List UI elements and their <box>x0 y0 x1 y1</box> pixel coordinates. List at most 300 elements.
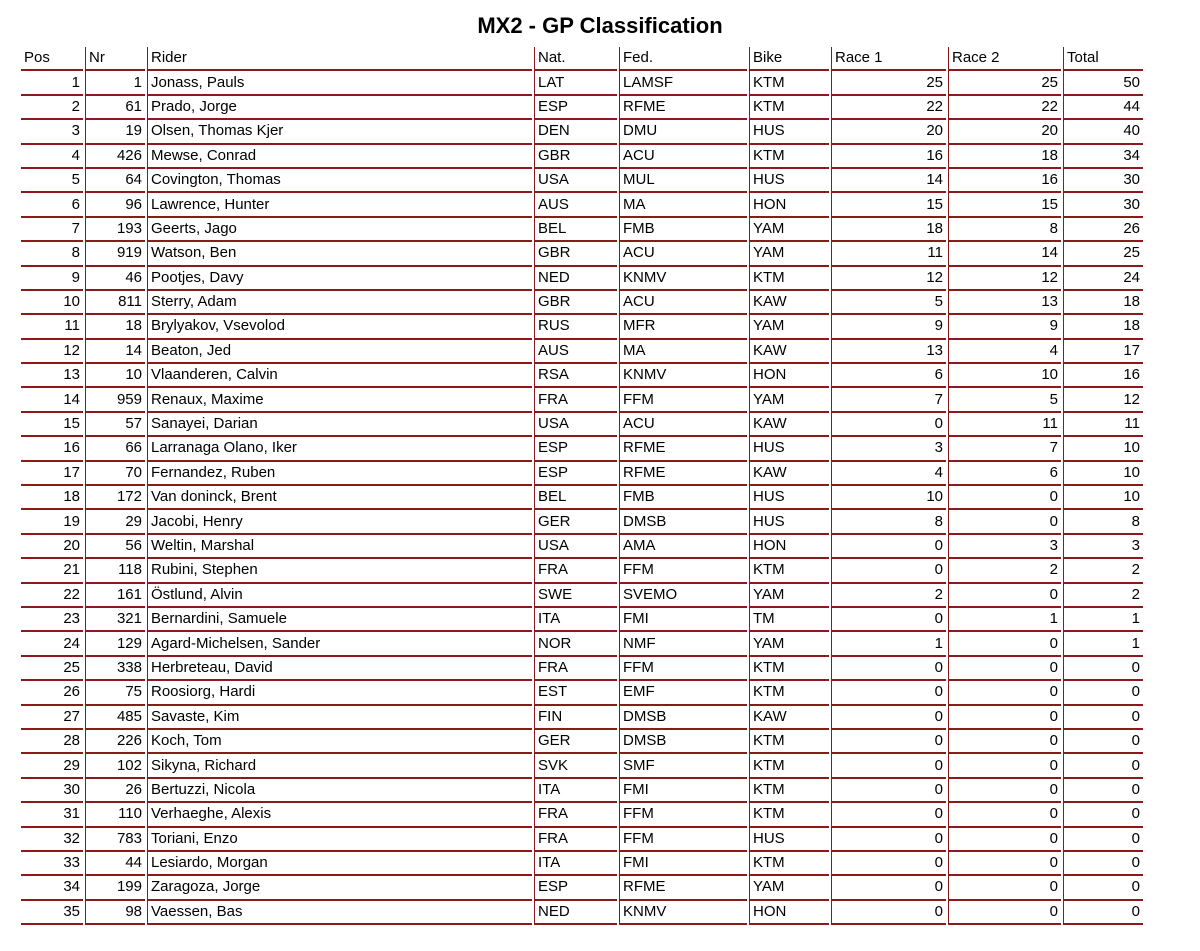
total-cell: 10 <box>1063 462 1143 486</box>
pos-cell: 1 <box>21 71 83 95</box>
pos-cell: 27 <box>21 706 83 730</box>
bike-cell: HON <box>749 364 829 388</box>
race1-cell: 0 <box>831 852 946 876</box>
race2-cell: 9 <box>948 315 1061 339</box>
race2-cell: 8 <box>948 218 1061 242</box>
nr-cell: 193 <box>85 218 145 242</box>
bike-cell: YAM <box>749 876 829 900</box>
rider-cell: Jacobi, Henry <box>147 510 532 534</box>
nr-cell: 46 <box>85 267 145 291</box>
table-row <box>21 535 1143 559</box>
bike-cell: KAW <box>749 462 829 486</box>
pos-cell: 14 <box>21 388 83 412</box>
nat-cell: BEL <box>534 486 617 510</box>
table-row <box>21 706 1143 730</box>
nat-cell: FRA <box>534 388 617 412</box>
rider-cell: Bernardini, Samuele <box>147 608 532 632</box>
race2-cell: 0 <box>948 681 1061 705</box>
nat-cell: NED <box>534 901 617 925</box>
total-cell: 8 <box>1063 510 1143 534</box>
nat-cell: NED <box>534 267 617 291</box>
nat-cell: FRA <box>534 559 617 583</box>
rider-cell: Larranaga Olano, Iker <box>147 437 532 461</box>
pos-cell: 33 <box>21 852 83 876</box>
header-row <box>21 47 1143 71</box>
bike-cell: KTM <box>749 267 829 291</box>
bike-cell: HON <box>749 901 829 925</box>
pos-cell: 18 <box>21 486 83 510</box>
rider-cell: Watson, Ben <box>147 242 532 266</box>
fed-cell: FMI <box>619 779 747 803</box>
fed-cell: RFME <box>619 96 747 120</box>
race1-cell: 0 <box>831 876 946 900</box>
pos-cell: 35 <box>21 901 83 925</box>
nr-cell: 102 <box>85 754 145 778</box>
race1-cell: 20 <box>831 120 946 144</box>
table-row <box>21 364 1143 388</box>
nr-cell: 485 <box>85 706 145 730</box>
fed-cell: RFME <box>619 876 747 900</box>
nat-cell: GBR <box>534 242 617 266</box>
race1-cell: 7 <box>831 388 946 412</box>
race2-cell: 0 <box>948 632 1061 656</box>
table-row <box>21 657 1143 681</box>
rider-cell: Pootjes, Davy <box>147 267 532 291</box>
fed-cell: EMF <box>619 681 747 705</box>
total-cell: 0 <box>1063 657 1143 681</box>
nat-cell: ESP <box>534 96 617 120</box>
rider-cell: Renaux, Maxime <box>147 388 532 412</box>
pos-cell: 4 <box>21 145 83 169</box>
race1-cell: 11 <box>831 242 946 266</box>
total-cell: 0 <box>1063 730 1143 754</box>
rider-cell: Verhaeghe, Alexis <box>147 803 532 827</box>
total-cell: 0 <box>1063 706 1143 730</box>
bike-cell: KTM <box>749 730 829 754</box>
race1-cell: 15 <box>831 193 946 217</box>
classification-table <box>19 47 1145 925</box>
nr-cell: 811 <box>85 291 145 315</box>
rider-cell: Covington, Thomas <box>147 169 532 193</box>
total-cell: 30 <box>1063 193 1143 217</box>
nr-cell: 110 <box>85 803 145 827</box>
race1-cell: 0 <box>831 901 946 925</box>
rider-cell: Mewse, Conrad <box>147 145 532 169</box>
fed-cell: FFM <box>619 559 747 583</box>
race2-cell: 4 <box>948 340 1061 364</box>
table-row <box>21 462 1143 486</box>
table-row <box>21 315 1143 339</box>
race1-cell: 3 <box>831 437 946 461</box>
pos-cell: 17 <box>21 462 83 486</box>
pos-cell: 20 <box>21 535 83 559</box>
nr-cell: 10 <box>85 364 145 388</box>
nat-cell: AUS <box>534 193 617 217</box>
total-cell: 0 <box>1063 681 1143 705</box>
nr-cell: 26 <box>85 779 145 803</box>
race2-cell: 1 <box>948 608 1061 632</box>
fed-cell: SMF <box>619 754 747 778</box>
race2-cell: 25 <box>948 71 1061 95</box>
table-row <box>21 486 1143 510</box>
pos-cell: 3 <box>21 120 83 144</box>
race2-cell: 0 <box>948 852 1061 876</box>
race2-cell: 2 <box>948 559 1061 583</box>
table-row <box>21 96 1143 120</box>
rider-cell: Toriani, Enzo <box>147 828 532 852</box>
total-cell: 0 <box>1063 754 1143 778</box>
race1-cell: 0 <box>831 706 946 730</box>
fed-cell: DMU <box>619 120 747 144</box>
pos-cell: 31 <box>21 803 83 827</box>
race2-cell: 11 <box>948 413 1061 437</box>
total-cell: 2 <box>1063 559 1143 583</box>
table-row <box>21 584 1143 608</box>
pos-cell: 30 <box>21 779 83 803</box>
nat-cell: ITA <box>534 852 617 876</box>
fed-cell: FFM <box>619 388 747 412</box>
nat-cell: EST <box>534 681 617 705</box>
race2-cell: 20 <box>948 120 1061 144</box>
nr-cell: 338 <box>85 657 145 681</box>
race1-cell: 2 <box>831 584 946 608</box>
table-row <box>21 828 1143 852</box>
rider-cell: Savaste, Kim <box>147 706 532 730</box>
total-cell: 26 <box>1063 218 1143 242</box>
pos-cell: 23 <box>21 608 83 632</box>
fed-cell: FMI <box>619 852 747 876</box>
race1-cell: 9 <box>831 315 946 339</box>
column-header-nat: Nat. <box>534 47 617 71</box>
race2-cell: 13 <box>948 291 1061 315</box>
nr-cell: 75 <box>85 681 145 705</box>
race1-cell: 0 <box>831 608 946 632</box>
fed-cell: FMB <box>619 486 747 510</box>
table-row <box>21 754 1143 778</box>
table-row <box>21 267 1143 291</box>
table-row <box>21 730 1143 754</box>
nr-cell: 426 <box>85 145 145 169</box>
total-cell: 2 <box>1063 584 1143 608</box>
pos-cell: 16 <box>21 437 83 461</box>
fed-cell: FFM <box>619 657 747 681</box>
rider-cell: Lesiardo, Morgan <box>147 852 532 876</box>
pos-cell: 5 <box>21 169 83 193</box>
table-row <box>21 779 1143 803</box>
nr-cell: 199 <box>85 876 145 900</box>
nat-cell: RUS <box>534 315 617 339</box>
bike-cell: HUS <box>749 486 829 510</box>
rider-cell: Fernandez, Ruben <box>147 462 532 486</box>
bike-cell: HUS <box>749 828 829 852</box>
total-cell: 10 <box>1063 437 1143 461</box>
total-cell: 34 <box>1063 145 1143 169</box>
table-row <box>21 291 1143 315</box>
nat-cell: ITA <box>534 608 617 632</box>
nat-cell: AUS <box>534 340 617 364</box>
nat-cell: NOR <box>534 632 617 656</box>
nr-cell: 96 <box>85 193 145 217</box>
pos-cell: 32 <box>21 828 83 852</box>
bike-cell: YAM <box>749 315 829 339</box>
table-row <box>21 876 1143 900</box>
pos-cell: 28 <box>21 730 83 754</box>
race2-cell: 0 <box>948 657 1061 681</box>
total-cell: 17 <box>1063 340 1143 364</box>
rider-cell: Sikyna, Richard <box>147 754 532 778</box>
pos-cell: 21 <box>21 559 83 583</box>
race1-cell: 0 <box>831 559 946 583</box>
rider-cell: Beaton, Jed <box>147 340 532 364</box>
race1-cell: 16 <box>831 145 946 169</box>
column-header-bike: Bike <box>749 47 829 71</box>
nr-cell: 118 <box>85 559 145 583</box>
race1-cell: 12 <box>831 267 946 291</box>
nat-cell: BEL <box>534 218 617 242</box>
bike-cell: YAM <box>749 242 829 266</box>
nr-cell: 161 <box>85 584 145 608</box>
bike-cell: YAM <box>749 218 829 242</box>
total-cell: 0 <box>1063 828 1143 852</box>
nat-cell: USA <box>534 413 617 437</box>
pos-cell: 11 <box>21 315 83 339</box>
pos-cell: 29 <box>21 754 83 778</box>
race1-cell: 0 <box>831 657 946 681</box>
nr-cell: 29 <box>85 510 145 534</box>
pos-cell: 10 <box>21 291 83 315</box>
pos-cell: 8 <box>21 242 83 266</box>
fed-cell: MA <box>619 340 747 364</box>
bike-cell: HUS <box>749 510 829 534</box>
nr-cell: 44 <box>85 852 145 876</box>
race2-cell: 18 <box>948 145 1061 169</box>
table-row <box>21 437 1143 461</box>
rider-cell: Prado, Jorge <box>147 96 532 120</box>
page-title: MX2 - GP Classification <box>477 13 723 38</box>
fed-cell: DMSB <box>619 706 747 730</box>
rider-cell: Van doninck, Brent <box>147 486 532 510</box>
fed-cell: ACU <box>619 291 747 315</box>
pos-cell: 22 <box>21 584 83 608</box>
total-cell: 18 <box>1063 315 1143 339</box>
race1-cell: 6 <box>831 364 946 388</box>
nat-cell: SWE <box>534 584 617 608</box>
table-row <box>21 803 1143 827</box>
nat-cell: USA <box>534 535 617 559</box>
race1-cell: 10 <box>831 486 946 510</box>
fed-cell: FMI <box>619 608 747 632</box>
nat-cell: GER <box>534 510 617 534</box>
race1-cell: 0 <box>831 413 946 437</box>
nr-cell: 18 <box>85 315 145 339</box>
nat-cell: USA <box>534 169 617 193</box>
race2-cell: 0 <box>948 730 1061 754</box>
rider-cell: Brylyakov, Vsevolod <box>147 315 532 339</box>
race1-cell: 0 <box>831 535 946 559</box>
race2-cell: 0 <box>948 754 1061 778</box>
bike-cell: KTM <box>749 657 829 681</box>
total-cell: 0 <box>1063 852 1143 876</box>
race1-cell: 4 <box>831 462 946 486</box>
total-cell: 1 <box>1063 608 1143 632</box>
total-cell: 44 <box>1063 96 1143 120</box>
bike-cell: HUS <box>749 437 829 461</box>
column-header-total: Total <box>1063 47 1143 71</box>
bike-cell: YAM <box>749 584 829 608</box>
race2-cell: 0 <box>948 486 1061 510</box>
table-row <box>21 681 1143 705</box>
race2-cell: 0 <box>948 803 1061 827</box>
fed-cell: DMSB <box>619 730 747 754</box>
nat-cell: ITA <box>534 779 617 803</box>
fed-cell: FMB <box>619 218 747 242</box>
race2-cell: 15 <box>948 193 1061 217</box>
total-cell: 0 <box>1063 876 1143 900</box>
fed-cell: DMSB <box>619 510 747 534</box>
total-cell: 12 <box>1063 388 1143 412</box>
bike-cell: KTM <box>749 96 829 120</box>
table-row <box>21 632 1143 656</box>
rider-cell: Bertuzzi, Nicola <box>147 779 532 803</box>
nr-cell: 57 <box>85 413 145 437</box>
rider-cell: Sanayei, Darian <box>147 413 532 437</box>
table-row <box>21 413 1143 437</box>
rider-cell: Rubini, Stephen <box>147 559 532 583</box>
column-header-fed: Fed. <box>619 47 747 71</box>
table-row <box>21 242 1143 266</box>
race1-cell: 0 <box>831 828 946 852</box>
fed-cell: ACU <box>619 242 747 266</box>
race1-cell: 0 <box>831 754 946 778</box>
bike-cell: HON <box>749 193 829 217</box>
nat-cell: GER <box>534 730 617 754</box>
pos-cell: 2 <box>21 96 83 120</box>
nat-cell: FRA <box>534 828 617 852</box>
nr-cell: 783 <box>85 828 145 852</box>
total-cell: 30 <box>1063 169 1143 193</box>
nat-cell: FIN <box>534 706 617 730</box>
total-cell: 18 <box>1063 291 1143 315</box>
fed-cell: RFME <box>619 462 747 486</box>
race2-cell: 0 <box>948 706 1061 730</box>
race2-cell: 10 <box>948 364 1061 388</box>
race1-cell: 0 <box>831 730 946 754</box>
fed-cell: FFM <box>619 828 747 852</box>
table-row <box>21 218 1143 242</box>
bike-cell: KTM <box>749 754 829 778</box>
pos-cell: 9 <box>21 267 83 291</box>
nat-cell: FRA <box>534 803 617 827</box>
bike-cell: YAM <box>749 388 829 412</box>
total-cell: 0 <box>1063 803 1143 827</box>
race1-cell: 18 <box>831 218 946 242</box>
fed-cell: AMA <box>619 535 747 559</box>
rider-cell: Herbreteau, David <box>147 657 532 681</box>
bike-cell: KTM <box>749 803 829 827</box>
race2-cell: 22 <box>948 96 1061 120</box>
pos-cell: 12 <box>21 340 83 364</box>
total-cell: 3 <box>1063 535 1143 559</box>
bike-cell: KAW <box>749 413 829 437</box>
rider-cell: Östlund, Alvin <box>147 584 532 608</box>
nr-cell: 61 <box>85 96 145 120</box>
rider-cell: Agard-Michelsen, Sander <box>147 632 532 656</box>
column-header-race1: Race 1 <box>831 47 946 71</box>
fed-cell: MFR <box>619 315 747 339</box>
nat-cell: ESP <box>534 437 617 461</box>
rider-cell: Vlaanderen, Calvin <box>147 364 532 388</box>
rider-cell: Zaragoza, Jorge <box>147 876 532 900</box>
total-cell: 16 <box>1063 364 1143 388</box>
nr-cell: 14 <box>85 340 145 364</box>
table-row <box>21 510 1143 534</box>
race1-cell: 14 <box>831 169 946 193</box>
table-row <box>21 559 1143 583</box>
fed-cell: LAMSF <box>619 71 747 95</box>
nat-cell: DEN <box>534 120 617 144</box>
nr-cell: 321 <box>85 608 145 632</box>
race2-cell: 0 <box>948 876 1061 900</box>
bike-cell: KAW <box>749 291 829 315</box>
pos-cell: 13 <box>21 364 83 388</box>
table-row <box>21 388 1143 412</box>
nr-cell: 1 <box>85 71 145 95</box>
nr-cell: 919 <box>85 242 145 266</box>
nat-cell: GBR <box>534 291 617 315</box>
bike-cell: KTM <box>749 852 829 876</box>
race2-cell: 12 <box>948 267 1061 291</box>
race1-cell: 1 <box>831 632 946 656</box>
nat-cell: LAT <box>534 71 617 95</box>
rider-cell: Geerts, Jago <box>147 218 532 242</box>
race1-cell: 8 <box>831 510 946 534</box>
total-cell: 0 <box>1063 901 1143 925</box>
table-row <box>21 608 1143 632</box>
nr-cell: 129 <box>85 632 145 656</box>
nat-cell: FRA <box>534 657 617 681</box>
race2-cell: 6 <box>948 462 1061 486</box>
nr-cell: 64 <box>85 169 145 193</box>
pos-cell: 19 <box>21 510 83 534</box>
bike-cell: KTM <box>749 71 829 95</box>
fed-cell: RFME <box>619 437 747 461</box>
race1-cell: 0 <box>831 681 946 705</box>
pos-cell: 24 <box>21 632 83 656</box>
nr-cell: 56 <box>85 535 145 559</box>
pos-cell: 26 <box>21 681 83 705</box>
bike-cell: KTM <box>749 145 829 169</box>
race2-cell: 16 <box>948 169 1061 193</box>
rider-cell: Vaessen, Bas <box>147 901 532 925</box>
rider-cell: Olsen, Thomas Kjer <box>147 120 532 144</box>
race2-cell: 0 <box>948 779 1061 803</box>
fed-cell: MUL <box>619 169 747 193</box>
fed-cell: ACU <box>619 413 747 437</box>
race1-cell: 5 <box>831 291 946 315</box>
nat-cell: SVK <box>534 754 617 778</box>
rider-cell: Koch, Tom <box>147 730 532 754</box>
fed-cell: KNMV <box>619 267 747 291</box>
table-row <box>21 340 1143 364</box>
column-header-pos: Pos <box>21 47 83 71</box>
race2-cell: 0 <box>948 510 1061 534</box>
race1-cell: 0 <box>831 803 946 827</box>
rider-cell: Sterry, Adam <box>147 291 532 315</box>
column-header-nr: Nr <box>85 47 145 71</box>
table-row <box>21 901 1143 925</box>
total-cell: 25 <box>1063 242 1143 266</box>
bike-cell: KAW <box>749 340 829 364</box>
